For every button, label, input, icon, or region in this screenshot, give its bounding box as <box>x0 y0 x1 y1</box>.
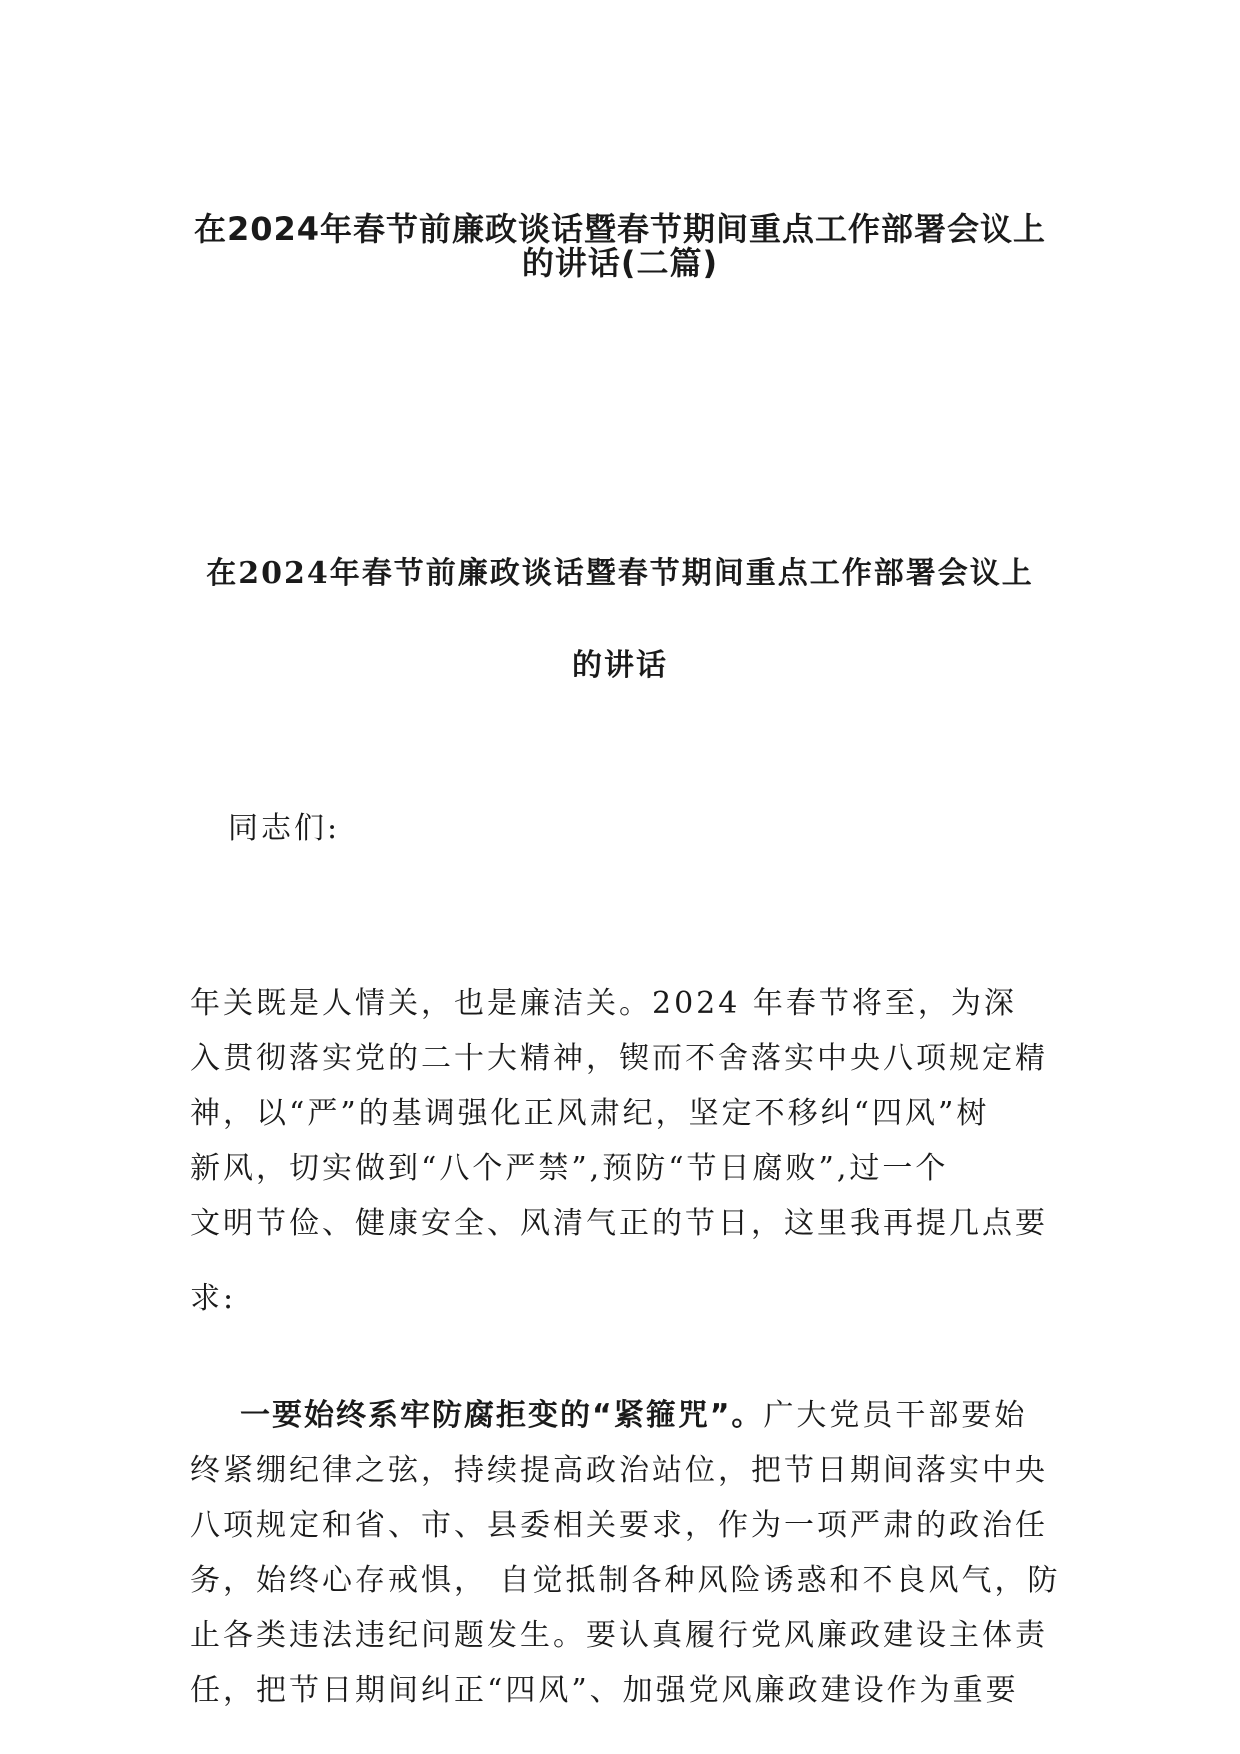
paragraph-2-line-4: 务，始终心存戒惧， 自觉抵制各种风险诱惑和不良风气，防 <box>190 1563 1061 1598</box>
paragraph-2-line-1 <box>240 1390 1110 1434</box>
paragraph-1-line-1: 年关既是人情关，也是廉洁关。2024 年春节将至，为深 <box>190 986 1017 1021</box>
paragraph-1-line-5: 文明节俭、健康安全、风清气正的节日，这里我再提几点要 <box>190 1206 1048 1241</box>
paragraph-1-line-4: 新风，切实做到“八个严禁”,预防“节日腐败”,过一个 <box>190 1151 949 1186</box>
speech-title-line-2: 的讲话 <box>572 648 668 683</box>
document-title-line-2: 的讲话(二篇) <box>521 244 719 282</box>
paragraph-2-line-6: 任，把节日期间纠正“四风”、加强党风廉政建设作为重要 <box>190 1673 1019 1708</box>
paragraph-1-line-3: 神，以“严”的基调强化正风肃纪，坚定不移纠“四风”树 <box>190 1096 990 1131</box>
paragraph-2-line-3: 八项规定和省、市、县委相关要求，作为一项严肃的政治任 <box>190 1508 1048 1543</box>
paragraph-2-line-2: 终紧绷纪律之弦，持续提高政治站位，把节日期间落实中央 <box>190 1453 1048 1488</box>
paragraph-2-first-rest: 广大党员干部要始 <box>763 1398 1028 1433</box>
paragraph-1-line-6: 求: <box>190 1281 237 1316</box>
paragraph-1-line-2: 入贯彻落实党的二十大精神，锲而不舍落实中央八项规定精 <box>190 1041 1048 1076</box>
speech-title-line-1: 在2024年春节前廉政谈话暨春节期间重点工作部署会议上 <box>206 556 1034 591</box>
salutation: 同志们: <box>228 811 341 846</box>
paragraph-2-line-5: 止各类违法违纪问题发生。要认真履行党风廉政建设主体责 <box>190 1618 1048 1653</box>
paragraph-2-heading: 一要始终系牢防腐拒变的“紧箍咒”。 <box>240 1398 764 1433</box>
document-title-line-1: 在2024年春节前廉政谈话暨春节期间重点工作部署会议上 <box>193 210 1047 248</box>
